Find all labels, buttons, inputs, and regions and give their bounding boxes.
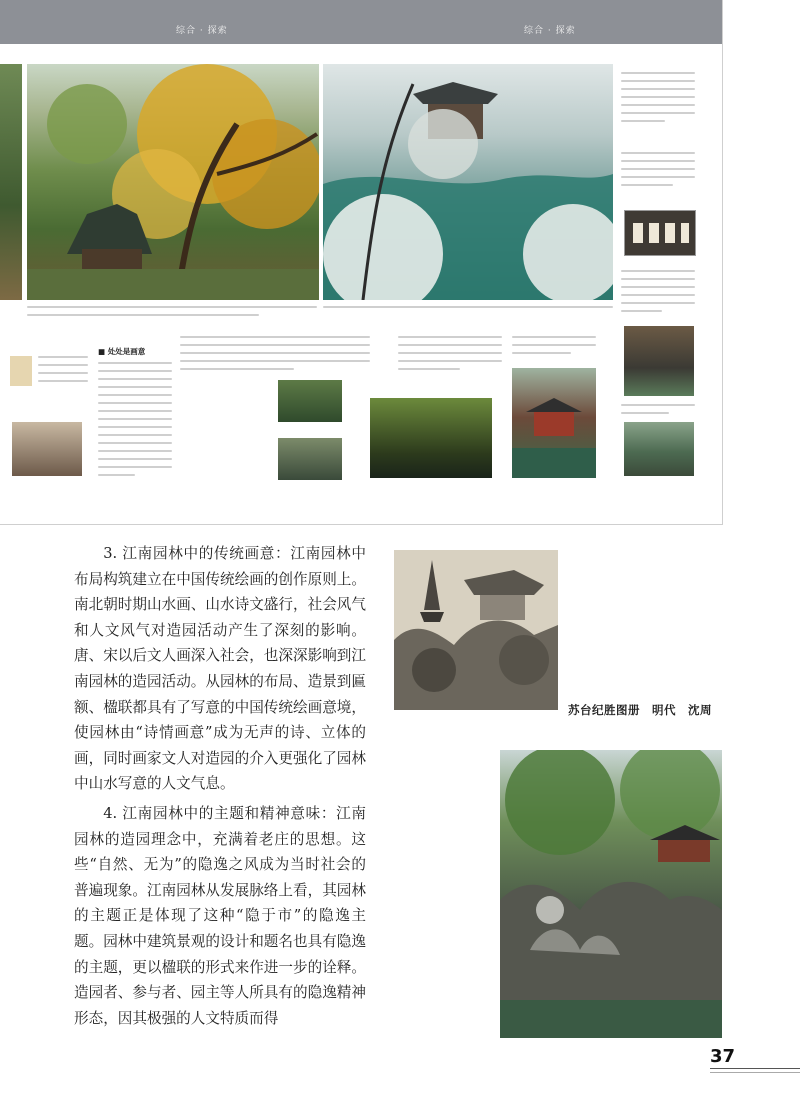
autumn-garden-photo — [27, 64, 319, 300]
sidebar-text-top — [621, 72, 695, 128]
spread-header-right: 综合 · 探索 — [524, 26, 576, 36]
embedded-magazine-spread — [0, 0, 723, 525]
paragraph-4: 4. 江南园林中的主题和精神意味：江南园林的造园理念中，充满着老庄的思想。这些“自然、无为”的隐逸之风成为当时社会的普遍现象。江南园林从发展脉络上看，其园林的主题正是体现了这种“隐于市”的隐逸主题。园林中建筑景观的设计和题名也具有隐逸的主题，更以楹联的形式来作进一步的诠释。造园者、参与者、园主等人所具有的隐逸精神形态，因其极强的人文特质而得 — [74, 804, 366, 1027]
plaque-illustration — [625, 211, 695, 255]
small-garden-photo-1 — [278, 380, 342, 422]
painting-student-photo — [12, 422, 82, 476]
rockery-garden-photo — [500, 750, 722, 1038]
caption-left-text — [27, 306, 317, 322]
garden-landscape-photo — [370, 398, 492, 478]
sidebar-photo-garden — [624, 422, 694, 476]
sidebar-photo-plaque — [624, 210, 696, 256]
autumn-garden-illustration — [27, 64, 319, 300]
page-number-rule — [710, 1068, 800, 1069]
column4-text — [512, 336, 596, 360]
small-figure-illustration — [10, 356, 32, 386]
column2-text — [180, 336, 370, 376]
caption-right-text — [323, 306, 613, 314]
pavilion-illustration — [512, 368, 596, 478]
rockery-illustration — [500, 750, 722, 1038]
small-garden-photo-2 — [278, 438, 342, 480]
snow-garden-illustration — [323, 64, 613, 300]
pavilion-photo — [512, 368, 596, 478]
ink-painting-image — [394, 550, 558, 710]
section-body-text — [98, 362, 172, 482]
sidebar-text-bottom — [621, 404, 695, 420]
sidebar-text-middle — [621, 152, 695, 192]
left-edge-photo — [0, 64, 22, 300]
sidebar-text-lower — [621, 270, 695, 318]
spread-header-bar — [0, 0, 722, 44]
small-note-text — [38, 356, 88, 388]
painting-caption: 苏台纪胜图册 明代 沈周 — [568, 703, 712, 717]
page-number-rule-secondary — [710, 1072, 800, 1073]
column3-text — [398, 336, 502, 376]
snow-garden-photo — [323, 64, 613, 300]
spread-header-left: 综合 · 探索 — [176, 26, 228, 36]
paragraph-3: 3. 江南园林中的传统画意：江南园林中布局构筑建立在中国传统绘画的创作原则上。南北朝时期山水画、山水诗文盛行，社会风气和人文风气对造园活动产生了深刻的影响。唐、宋以后文人画深入社会，也深深影响到江南园林的造园活动。从园林的布局、造景到匾额、楹联都具有了写意的中国传统绘画意境，使园林由“诗情画意”成为无声的诗、立体的画，同时画家文人对造园的介入更强化了园林中山水写意的人文气息。 — [74, 545, 366, 793]
page-number: 37 — [710, 1046, 736, 1067]
sidebar-photo-pavilion — [624, 326, 694, 396]
section-heading: ■ 处处是画意 — [98, 347, 146, 356]
article-body — [74, 541, 366, 1035]
ink-painting-illustration — [394, 550, 558, 710]
section-heading-text: 处处是画意 — [107, 347, 146, 356]
